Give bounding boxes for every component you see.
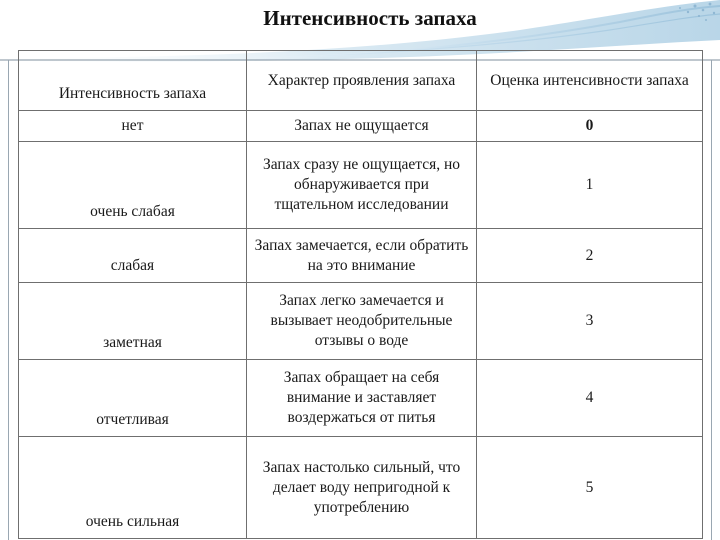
description-cell: Запах замечается, если обратить на это внимание	[247, 229, 477, 283]
score-cell: 5	[477, 437, 703, 539]
odor-intensity-table	[18, 50, 703, 539]
description-cell: Запах сразу не ощущается, но обнаруживается при тщательном исследовании	[247, 142, 477, 229]
intensity-cell: очень слабая	[19, 142, 247, 229]
header-score: Оценка интенсивности запаха	[477, 51, 703, 111]
header-description: Характер проявления запаха	[247, 51, 477, 111]
table-header-row	[19, 51, 703, 111]
table-row	[19, 142, 703, 229]
description-cell: Запах обращает на себя внимание и заставляет воздержаться от питья	[247, 360, 477, 437]
header-intensity: Интенсивность запаха	[19, 51, 247, 111]
score-cell: 1	[477, 142, 703, 229]
table-row	[19, 437, 703, 539]
score-cell: 4	[477, 360, 703, 437]
table-row	[19, 360, 703, 437]
score-cell: 0	[477, 111, 703, 142]
intensity-cell: заметная	[19, 283, 247, 360]
intensity-cell: слабая	[19, 229, 247, 283]
intensity-cell: очень сильная	[19, 437, 247, 539]
table-row	[19, 283, 703, 360]
score-cell: 3	[477, 283, 703, 360]
description-cell: Запах легко замечается и вызывает неодобрительные отзывы о воде	[247, 283, 477, 360]
table-row	[19, 229, 703, 283]
table-row	[19, 111, 703, 142]
intensity-cell: нет	[19, 111, 247, 142]
intensity-cell: отчетливая	[19, 360, 247, 437]
slide-title: Интенсивность запаха	[263, 6, 477, 30]
right-border-line	[711, 60, 712, 540]
description-cell: Запах не ощущается	[247, 111, 477, 142]
score-cell: 2	[477, 229, 703, 283]
odor-intensity-table-container	[18, 50, 702, 539]
description-cell: Запах настолько сильный, что делает воду непригодной к употреблению	[247, 437, 477, 539]
left-border-line	[8, 60, 9, 540]
